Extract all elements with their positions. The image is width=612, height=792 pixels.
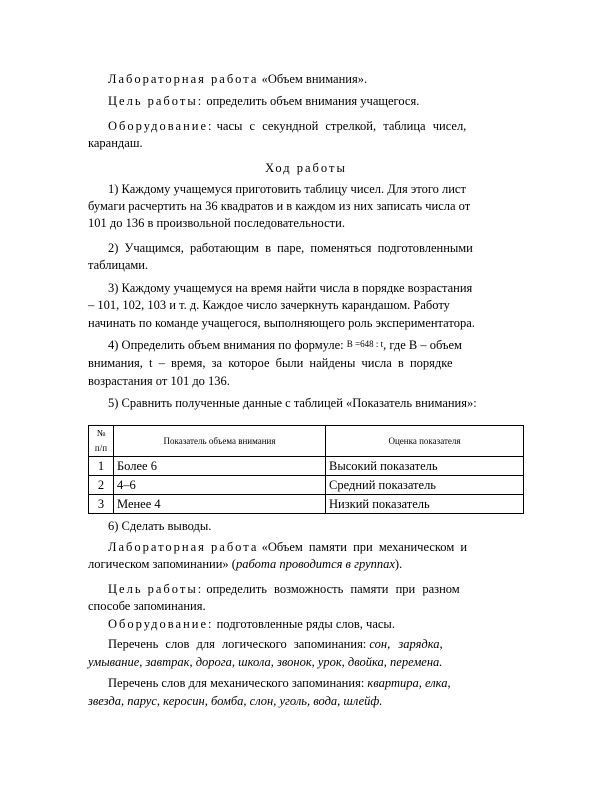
lab1-goal-label: Цель работы: bbox=[108, 94, 204, 108]
lab1-title-name: «Объем внимания». bbox=[261, 72, 368, 86]
table-header-cell: № п/п bbox=[89, 426, 114, 457]
table-row bbox=[89, 495, 524, 514]
lab2-title-label: Лабораторная работа bbox=[108, 540, 259, 554]
attention-table bbox=[88, 425, 524, 514]
lab2-mech-line1 bbox=[108, 676, 451, 691]
lab1-step6: 6) Сделать выводы. bbox=[108, 519, 212, 533]
lab1-step4-line3: возрастания от 101 до 136. bbox=[88, 374, 230, 388]
lab1-title-label: Лабораторная работа bbox=[108, 72, 259, 86]
table-header-row bbox=[89, 426, 524, 457]
lab2-title-rest2a: логическом запоминании» ( bbox=[88, 557, 236, 571]
lab1-title bbox=[108, 72, 367, 87]
lab1-equip-line1: часы с секундной стрелкой, таблица чисел, bbox=[216, 119, 467, 133]
lab2-title-rest2b: работа проводится в группах bbox=[235, 557, 395, 571]
lab2-goal-label: Цель работы: bbox=[108, 582, 204, 596]
lab2-goal-line2: способе запоминания. bbox=[88, 599, 206, 613]
table-cell: Средний показатель bbox=[326, 476, 524, 495]
table-header-cell: Показатель объема внимания bbox=[114, 426, 326, 457]
table-cell: 4–6 bbox=[114, 476, 326, 495]
lab1-goal-text: определить объем внимания учащегося. bbox=[206, 94, 420, 108]
table-cell: 1 bbox=[89, 457, 114, 476]
lab2-goal-line1 bbox=[108, 582, 460, 597]
lab2-mech-label: Перечень слов для механического запоминания: bbox=[108, 676, 365, 690]
lab2-mech-line2: звезда, парус, керосин, бомба, слон, уголь, вода, шлейф. bbox=[88, 694, 383, 708]
table-cell: 2 bbox=[89, 476, 114, 495]
lab1-step1-line1: 1) Каждому учащемуся приготовить таблицу чисел. Для этого лист bbox=[108, 182, 466, 196]
lab2-title-rest1: «Объем памяти при механическом и bbox=[261, 540, 468, 554]
lab1-step3-line3: начинать по команде учащегося, выполняющего роль экспериментатора. bbox=[88, 316, 475, 330]
lab1-step2-line2: таблицами. bbox=[88, 258, 149, 272]
lab2-equip-text: подготовленные ряды слов, часы. bbox=[216, 617, 395, 631]
table-cell: Менее 4 bbox=[114, 495, 326, 514]
lab2-title-line1 bbox=[108, 540, 467, 555]
lab2-logical-label: Перечень слов для логического запоминания: bbox=[108, 637, 367, 651]
lab2-logical-line1 bbox=[108, 637, 443, 652]
lab2-goal-text1: определить возможность памяти при разном bbox=[206, 582, 460, 596]
lab1-step4-text-a: 4) Определить объем внимания по формуле: bbox=[108, 338, 344, 352]
table-row bbox=[89, 457, 524, 476]
lab1-step5: 5) Сравнить полученные данные с таблицей «Показатель внимания»: bbox=[108, 396, 477, 410]
lab1-step3-line1: 3) Каждому учащемуся на время найти числа в порядке возрастания bbox=[108, 281, 473, 295]
table-cell: Более 6 bbox=[114, 457, 326, 476]
lab2-equipment bbox=[108, 617, 395, 632]
lab1-equip-label: Оборудование: bbox=[108, 119, 214, 133]
table-cell: 3 bbox=[89, 495, 114, 514]
lab1-equipment bbox=[108, 119, 524, 134]
lab1-step1-line3: 101 до 136 в произвольной последовательности. bbox=[88, 216, 345, 230]
formula: B =648 : t bbox=[346, 339, 384, 349]
table-row bbox=[89, 476, 524, 495]
table-cell: Низкий показатель bbox=[326, 495, 524, 514]
lab1-progress-title: Ход работы bbox=[265, 161, 347, 175]
lab1-step1-line2: бумаги расчертить на 36 квадратов и в каждом из них записать числа от bbox=[88, 199, 471, 213]
lab1-step2-line1: 2) Учащимся, работающим в паре, поменяться подготовленными bbox=[108, 241, 473, 255]
lab1-equip-line2: карандаш. bbox=[88, 136, 143, 150]
lab2-title-rest2c: ). bbox=[394, 557, 403, 571]
table-cell: Высокий показатель bbox=[326, 457, 524, 476]
lab2-title-line2 bbox=[88, 557, 402, 572]
lab2-logical-words1: сон, зарядка, bbox=[369, 637, 443, 651]
table-header-cell: Оценка показателя bbox=[326, 426, 524, 457]
lab2-equip-label: Оборудование: bbox=[108, 617, 214, 631]
lab1-step3-line2: – 101, 102, 103 и т. д. Каждое число зачеркнуть карандашом. Работу bbox=[88, 298, 450, 312]
lab1-step4-line1 bbox=[108, 337, 462, 353]
lab1-goal bbox=[108, 94, 419, 109]
lab1-step4-line2: внимания, t – время, за которое были найдены числа в порядке bbox=[88, 356, 453, 370]
lab1-step4-text-b: , где В – объем bbox=[383, 338, 462, 352]
lab2-mech-words1: квартира, елка, bbox=[367, 676, 451, 690]
lab2-logical-line2: умывание, завтрак, дорога, школа, звонок, урок, двойка, перемена. bbox=[88, 655, 443, 669]
